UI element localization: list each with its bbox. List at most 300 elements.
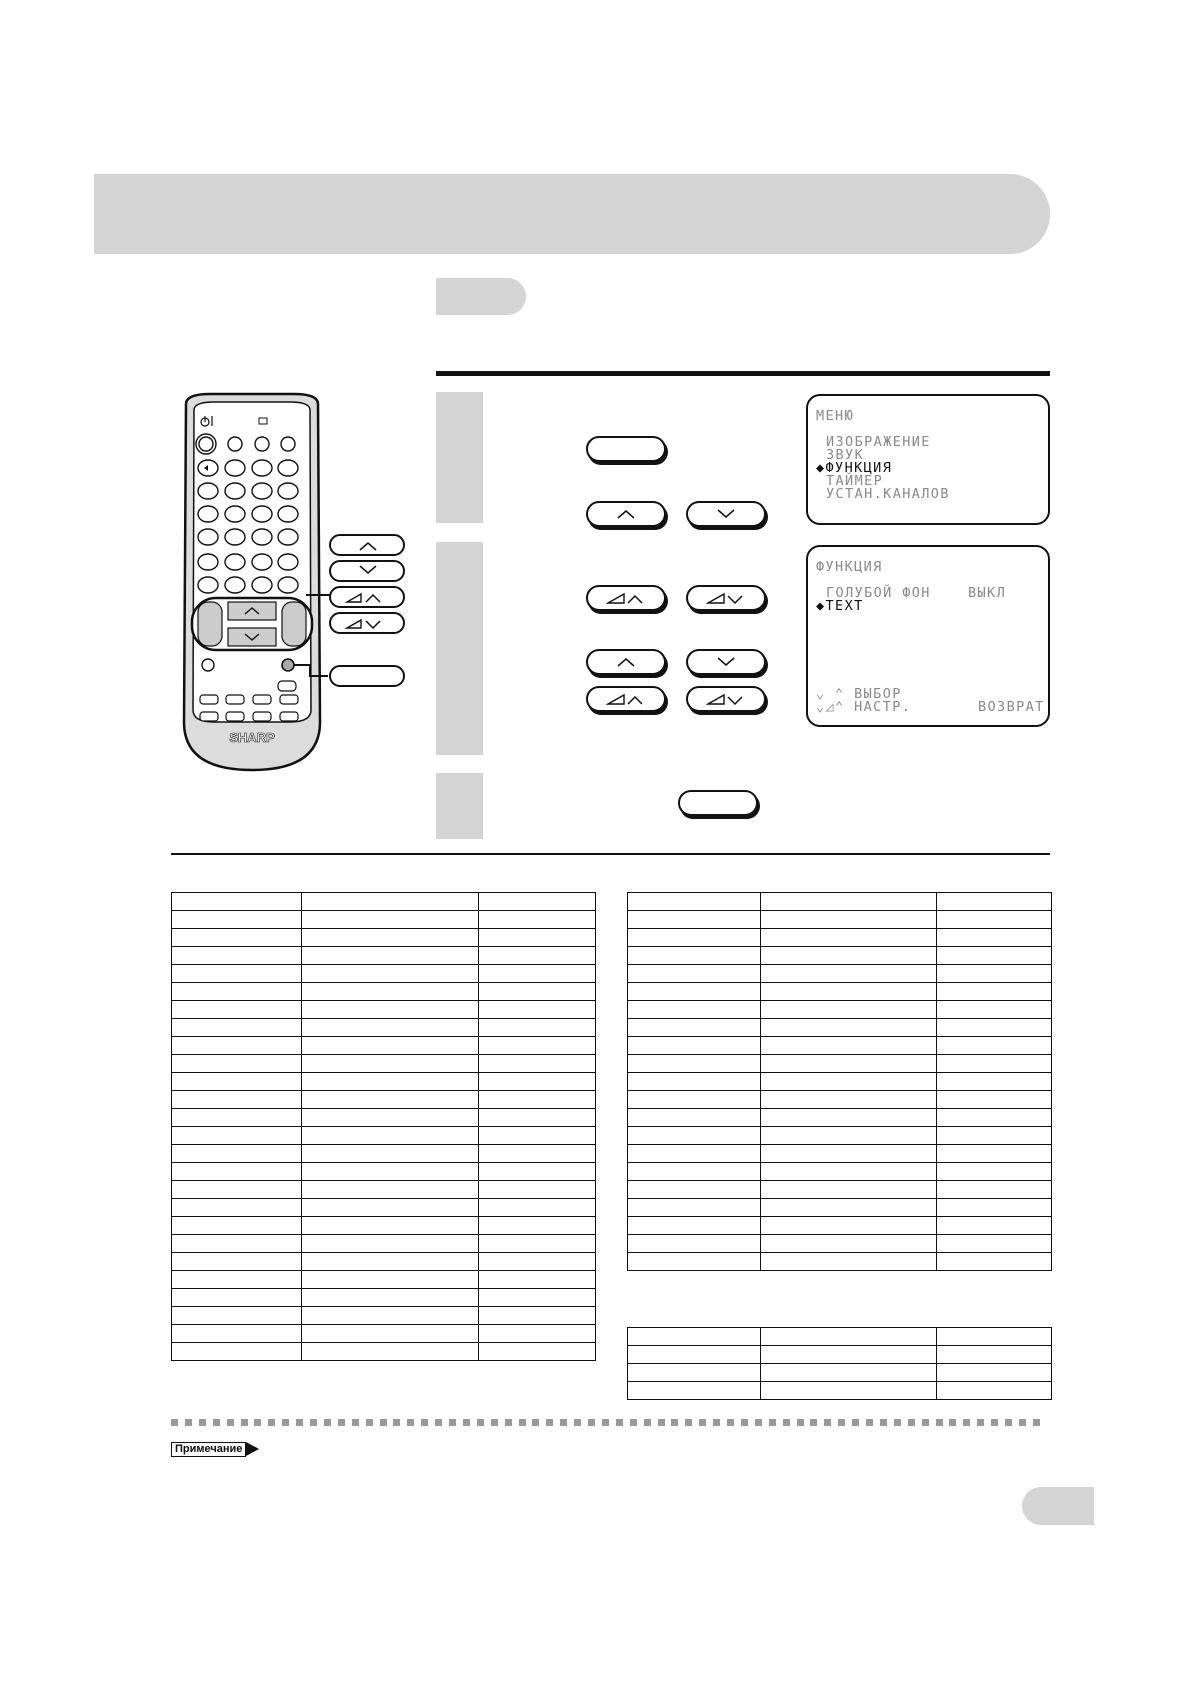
table-cell xyxy=(172,893,302,911)
table-cell xyxy=(172,1307,302,1325)
table-row xyxy=(628,893,1052,911)
remote-control-illustration xyxy=(170,392,422,782)
separator-dot xyxy=(936,1419,943,1426)
table-cell xyxy=(172,1289,302,1307)
table-cell xyxy=(479,965,596,983)
table-cell xyxy=(172,1019,302,1037)
table-cell xyxy=(628,1346,761,1364)
volume-up-button[interactable] xyxy=(586,585,666,611)
menu-title: МЕНЮ xyxy=(816,408,855,424)
table-cell xyxy=(937,1055,1052,1073)
table-cell xyxy=(479,1289,596,1307)
separator-dot xyxy=(685,1419,692,1426)
table-row xyxy=(628,983,1052,1001)
table-cell xyxy=(172,1343,302,1361)
menu-button[interactable] xyxy=(586,436,666,462)
header-band xyxy=(94,174,1050,254)
table-cell xyxy=(301,1073,479,1091)
table-cell xyxy=(628,1382,761,1400)
table-row xyxy=(628,911,1052,929)
table-cell xyxy=(479,1145,596,1163)
table-cell xyxy=(172,1091,302,1109)
separator-dot xyxy=(1019,1419,1026,1426)
table-cell xyxy=(628,929,761,947)
table-cell xyxy=(628,1163,761,1181)
separator-dot xyxy=(213,1419,220,1426)
table-cell xyxy=(937,929,1052,947)
separator-dot xyxy=(477,1419,484,1426)
table-cell xyxy=(479,1325,596,1343)
table-cell xyxy=(301,893,479,911)
table-cell xyxy=(628,1091,761,1109)
table-cell xyxy=(937,1253,1052,1271)
separator-dot xyxy=(810,1419,817,1426)
table-row xyxy=(172,1145,596,1163)
table-cell xyxy=(172,1199,302,1217)
table-row xyxy=(628,1055,1052,1073)
table-cell xyxy=(479,911,596,929)
table-row xyxy=(628,1037,1052,1055)
separator-dot xyxy=(908,1419,915,1426)
separator-dot xyxy=(1033,1419,1040,1426)
table-cell xyxy=(301,1253,479,1271)
step-1-marker xyxy=(436,392,483,523)
table-row xyxy=(628,1217,1052,1235)
table-cell xyxy=(937,1163,1052,1181)
table-cell xyxy=(301,1055,479,1073)
table-cell xyxy=(760,1055,937,1073)
table-cell xyxy=(937,1145,1052,1163)
table-cell xyxy=(172,911,302,929)
table-cell xyxy=(628,1253,761,1271)
table-cell xyxy=(301,1145,479,1163)
table-cell xyxy=(301,1001,479,1019)
table-cell xyxy=(937,893,1052,911)
section-divider xyxy=(436,371,1050,376)
table-row xyxy=(172,1109,596,1127)
table-cell xyxy=(479,1199,596,1217)
separator-dot xyxy=(254,1419,261,1426)
table-cell xyxy=(301,1019,479,1037)
table-row xyxy=(172,965,596,983)
table-row xyxy=(628,1253,1052,1271)
table-cell xyxy=(172,965,302,983)
table-cell xyxy=(937,1001,1052,1019)
table-cell xyxy=(479,1109,596,1127)
table-cell xyxy=(172,1271,302,1289)
table-row xyxy=(172,1289,596,1307)
table-row xyxy=(628,947,1052,965)
table-cell xyxy=(172,983,302,1001)
table-cell xyxy=(301,965,479,983)
table-cell xyxy=(301,911,479,929)
table-cell xyxy=(937,1382,1052,1400)
table-row xyxy=(628,1127,1052,1145)
table-cell xyxy=(937,1037,1052,1055)
table-cell xyxy=(301,1163,479,1181)
table-row xyxy=(172,1073,596,1091)
table-cell xyxy=(301,1343,479,1361)
table-cell xyxy=(628,911,761,929)
separator-dot xyxy=(199,1419,206,1426)
table-cell xyxy=(628,947,761,965)
separator-dot xyxy=(268,1419,275,1426)
table-cell xyxy=(937,1019,1052,1037)
separator-dot xyxy=(671,1419,678,1426)
volume-up-button[interactable] xyxy=(586,686,666,712)
table-row xyxy=(628,1073,1052,1091)
down-chevron-icon xyxy=(715,509,737,519)
up-chevron-icon xyxy=(615,657,637,667)
table-cell xyxy=(479,947,596,965)
separator-dot xyxy=(366,1419,373,1426)
table-cell xyxy=(301,929,479,947)
table-cell xyxy=(479,1235,596,1253)
separator-dot xyxy=(783,1419,790,1426)
separator-dot xyxy=(616,1419,623,1426)
table-row xyxy=(172,1091,596,1109)
table-cell xyxy=(479,1055,596,1073)
table-row xyxy=(172,1307,596,1325)
table-row xyxy=(628,1163,1052,1181)
separator-dot xyxy=(824,1419,831,1426)
table-cell xyxy=(479,1307,596,1325)
table-cell xyxy=(937,1346,1052,1364)
table-cell xyxy=(479,1343,596,1361)
note-badge xyxy=(171,1441,259,1457)
table-cell xyxy=(172,1055,302,1073)
table-cell xyxy=(628,983,761,1001)
menu-screen xyxy=(806,394,1050,525)
separator-dot xyxy=(393,1419,400,1426)
separator-dot xyxy=(310,1419,317,1426)
table-cell xyxy=(628,1001,761,1019)
table-row xyxy=(628,1019,1052,1037)
separator-dot xyxy=(713,1419,720,1426)
separator-dot xyxy=(352,1419,359,1426)
table-cell xyxy=(628,1145,761,1163)
table-left xyxy=(171,892,596,1361)
separator-dot xyxy=(797,1419,804,1426)
table-cell xyxy=(172,1145,302,1163)
table-cell xyxy=(172,1001,302,1019)
table-cell xyxy=(760,893,937,911)
separator-dot xyxy=(171,1419,178,1426)
separator-dot xyxy=(407,1419,414,1426)
separator-dot xyxy=(852,1419,859,1426)
table-row xyxy=(628,1346,1052,1364)
table-cell xyxy=(301,1109,479,1127)
table-cell xyxy=(479,1001,596,1019)
table-cell xyxy=(760,1127,937,1145)
table-cell xyxy=(760,1145,937,1163)
table-row xyxy=(172,1127,596,1145)
hint-return: ВОЗВРАТ xyxy=(978,699,1045,715)
volume-down-button[interactable] xyxy=(686,585,766,611)
table-cell xyxy=(937,1364,1052,1382)
table-row xyxy=(172,983,596,1001)
table-cell xyxy=(479,1091,596,1109)
table-row xyxy=(172,1217,596,1235)
separator-dot xyxy=(894,1419,901,1426)
separator-dot xyxy=(560,1419,567,1426)
table-cell xyxy=(479,893,596,911)
separator-dot xyxy=(519,1419,526,1426)
volume-down-icon xyxy=(706,692,746,706)
table-cell xyxy=(937,947,1052,965)
separator-dot xyxy=(922,1419,929,1426)
volume-up-icon xyxy=(606,591,646,605)
volume-down-button[interactable] xyxy=(686,686,766,712)
separator-dot xyxy=(380,1419,387,1426)
up-chevron-icon xyxy=(615,509,637,519)
table-row xyxy=(172,1037,596,1055)
table-cell xyxy=(479,1037,596,1055)
table-cell xyxy=(760,1073,937,1091)
menu-button[interactable] xyxy=(678,790,758,816)
down-button[interactable] xyxy=(686,649,766,675)
table-bottom-right xyxy=(627,1327,1052,1400)
separator-dot xyxy=(546,1419,553,1426)
table-cell xyxy=(937,1235,1052,1253)
up-button[interactable] xyxy=(586,501,666,527)
volume-down-icon xyxy=(706,591,746,605)
table-row xyxy=(628,1001,1052,1019)
table-row xyxy=(172,1199,596,1217)
table-cell xyxy=(479,1019,596,1037)
table-cell xyxy=(479,1271,596,1289)
table-cell xyxy=(301,1091,479,1109)
table-cell xyxy=(301,983,479,1001)
table-cell xyxy=(937,1181,1052,1199)
separator-dot xyxy=(338,1419,345,1426)
table-row xyxy=(172,1001,596,1019)
table-cell xyxy=(937,1199,1052,1217)
down-chevron-icon xyxy=(715,657,737,667)
table-cell xyxy=(760,1091,937,1109)
table-cell xyxy=(172,1235,302,1253)
separator-dot xyxy=(241,1419,248,1426)
separator-dot xyxy=(449,1419,456,1426)
table-cell xyxy=(628,1235,761,1253)
table-cell xyxy=(301,1217,479,1235)
table-cell xyxy=(760,911,937,929)
table-cell xyxy=(628,1073,761,1091)
table-cell xyxy=(172,1127,302,1145)
table-cell xyxy=(172,929,302,947)
table-cell xyxy=(937,1217,1052,1235)
table-row xyxy=(172,1343,596,1361)
separator-dot xyxy=(532,1419,539,1426)
table-cell xyxy=(301,1307,479,1325)
table-cell xyxy=(301,1289,479,1307)
table-cell xyxy=(760,965,937,983)
table-cell xyxy=(760,1382,937,1400)
separator-dot xyxy=(838,1419,845,1426)
menu-item: ИЗОБРАЖЕНИЕ xyxy=(826,434,931,450)
table-cell xyxy=(301,1235,479,1253)
menu-item: ТАЙМЕР xyxy=(826,473,884,489)
table-cell xyxy=(760,1109,937,1127)
table-cell xyxy=(760,1217,937,1235)
table-row xyxy=(628,1091,1052,1109)
table-cell xyxy=(172,1037,302,1055)
table-cell xyxy=(479,929,596,947)
separator-dot xyxy=(769,1419,776,1426)
table-row xyxy=(628,1145,1052,1163)
blue-background-label: ГОЛУБОЙ ФОН xyxy=(826,585,931,601)
table-cell xyxy=(937,1127,1052,1145)
table-cell xyxy=(760,1199,937,1217)
table-cell xyxy=(628,1037,761,1055)
page-number-tab xyxy=(1022,1487,1094,1525)
table-cell xyxy=(937,1091,1052,1109)
separator-dot xyxy=(282,1419,289,1426)
separator-dot xyxy=(963,1419,970,1426)
table-cell xyxy=(479,983,596,1001)
separator-dot xyxy=(630,1419,637,1426)
table-cell xyxy=(301,1271,479,1289)
table-cell xyxy=(172,1181,302,1199)
table-row xyxy=(172,929,596,947)
table-cell xyxy=(628,965,761,983)
separator-dot xyxy=(602,1419,609,1426)
table-cell xyxy=(628,1055,761,1073)
hint-adjust: ⌄◿⌃ НАСТР. xyxy=(816,699,912,715)
separator-dot xyxy=(588,1419,595,1426)
separator-dot xyxy=(658,1419,665,1426)
table-cell xyxy=(760,1235,937,1253)
separator-dot xyxy=(491,1419,498,1426)
table-cell xyxy=(760,1019,937,1037)
table-cell xyxy=(479,1163,596,1181)
table-row xyxy=(172,1235,596,1253)
separator-dot xyxy=(866,1419,873,1426)
table-cell xyxy=(172,1073,302,1091)
table-cell xyxy=(937,983,1052,1001)
separator-dot xyxy=(991,1419,998,1426)
table-row xyxy=(172,1163,596,1181)
table-cell xyxy=(628,1199,761,1217)
table-cell xyxy=(172,1325,302,1343)
table-row xyxy=(628,929,1052,947)
note-label: Примечание xyxy=(171,1442,246,1457)
function-title: ФУНКЦИЯ xyxy=(816,559,883,575)
table-row xyxy=(172,911,596,929)
menu-item: ЗВУК xyxy=(826,447,865,463)
table-cell xyxy=(760,947,937,965)
table-cell xyxy=(172,947,302,965)
table-cell xyxy=(479,1127,596,1145)
table-cell xyxy=(301,947,479,965)
table-cell xyxy=(937,1109,1052,1127)
table-cell xyxy=(760,1328,937,1346)
separator-dot xyxy=(435,1419,442,1426)
separator-dot xyxy=(741,1419,748,1426)
table-cell xyxy=(479,1253,596,1271)
table-cell xyxy=(628,1109,761,1127)
table-row xyxy=(628,1199,1052,1217)
separator-dot xyxy=(977,1419,984,1426)
separator-dot xyxy=(574,1419,581,1426)
separator-dot xyxy=(296,1419,303,1426)
menu-item: УСТАН.КАНАЛОВ xyxy=(826,486,950,502)
table-row xyxy=(172,1181,596,1199)
separator-dot xyxy=(324,1419,331,1426)
separator-dot xyxy=(421,1419,428,1426)
table-cell xyxy=(760,1346,937,1364)
table-row xyxy=(172,1271,596,1289)
table-row xyxy=(172,1019,596,1037)
table-cell xyxy=(628,1364,761,1382)
table-cell xyxy=(301,1325,479,1343)
table-cell xyxy=(937,965,1052,983)
up-button[interactable] xyxy=(586,649,666,675)
table-row xyxy=(628,1328,1052,1346)
separator-dot xyxy=(727,1419,734,1426)
separator-dot xyxy=(880,1419,887,1426)
table-cell xyxy=(479,1217,596,1235)
brand-logo: SHARP xyxy=(229,730,275,745)
table-row xyxy=(628,1109,1052,1127)
table-cell xyxy=(628,1019,761,1037)
arrow-right-icon xyxy=(246,1442,259,1456)
table-cell xyxy=(628,893,761,911)
table-cell xyxy=(760,1163,937,1181)
volume-up-icon xyxy=(606,692,646,706)
content-divider xyxy=(171,853,1050,855)
separator-dot xyxy=(755,1419,762,1426)
step-2-marker xyxy=(436,542,483,755)
table-cell xyxy=(628,1217,761,1235)
table-cell xyxy=(301,1199,479,1217)
separator-dot xyxy=(463,1419,470,1426)
table-row xyxy=(172,1253,596,1271)
separator-dot xyxy=(644,1419,651,1426)
table-cell xyxy=(172,1253,302,1271)
menu-item-selected: ◆ФУНКЦИЯ xyxy=(816,460,893,476)
table-cell xyxy=(172,1163,302,1181)
table-cell xyxy=(301,1037,479,1055)
table-cell xyxy=(760,1253,937,1271)
separator-dot xyxy=(227,1419,234,1426)
step-3-marker xyxy=(436,773,483,839)
table-cell xyxy=(760,1037,937,1055)
separator-dot xyxy=(949,1419,956,1426)
table-cell xyxy=(172,1109,302,1127)
table-cell xyxy=(172,1217,302,1235)
separator-dot xyxy=(699,1419,706,1426)
table-row xyxy=(172,893,596,911)
down-button[interactable] xyxy=(686,501,766,527)
table-row xyxy=(172,1325,596,1343)
table-cell xyxy=(760,1001,937,1019)
table-cell xyxy=(301,1127,479,1145)
table-row xyxy=(172,1055,596,1073)
table-cell xyxy=(937,1328,1052,1346)
separator-dot xyxy=(505,1419,512,1426)
table-cell xyxy=(937,911,1052,929)
table-row xyxy=(628,1364,1052,1382)
table-cell xyxy=(760,1364,937,1382)
table-cell xyxy=(628,1328,761,1346)
table-cell xyxy=(479,1181,596,1199)
dotted-separator xyxy=(171,1419,1050,1426)
table-row xyxy=(628,1382,1052,1400)
table-cell xyxy=(937,1073,1052,1091)
table-cell xyxy=(628,1127,761,1145)
blue-background-value: ВЫКЛ xyxy=(968,585,1007,601)
